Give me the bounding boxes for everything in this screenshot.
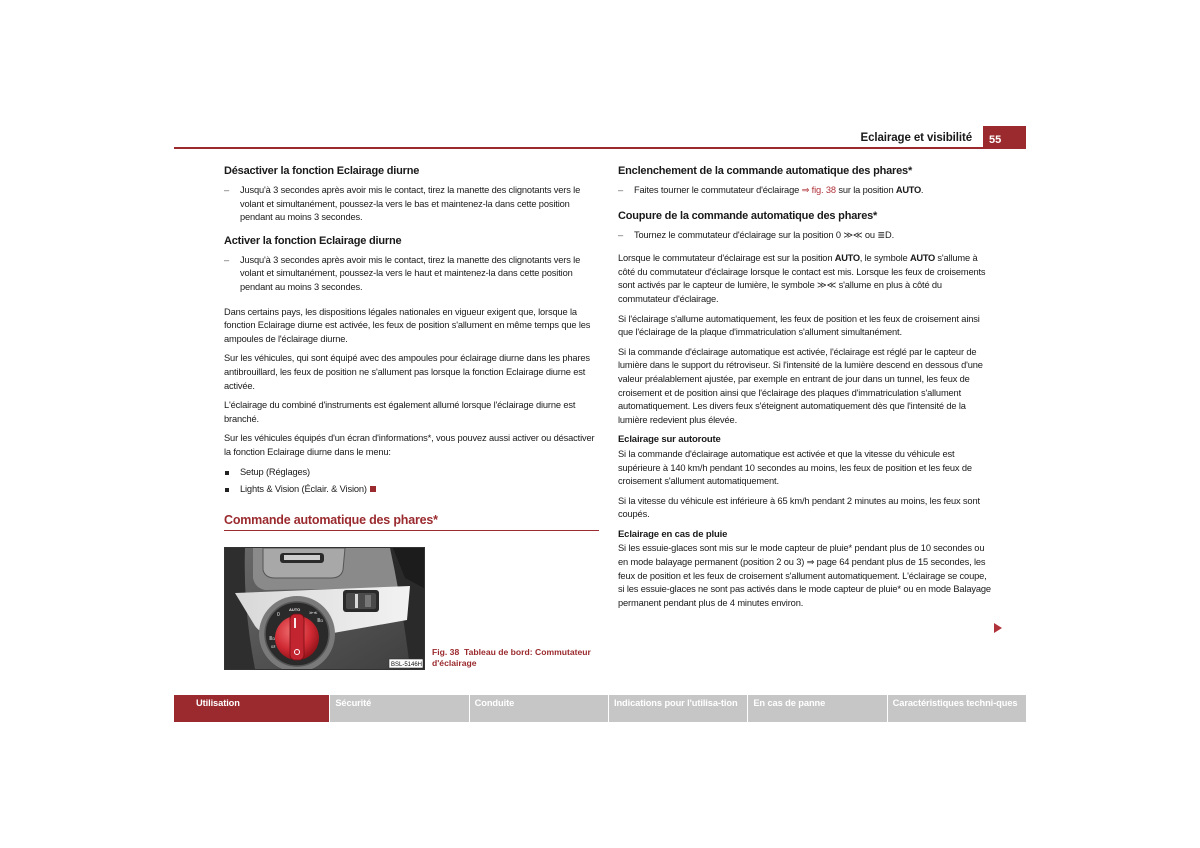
section-end-icon [370, 486, 376, 492]
step-dash: – [224, 185, 230, 195]
dashboard-light-switch-illustration [225, 548, 424, 669]
cutoff-step: – Tournez le commutateur d'éclairage sur la position 0 ≫≪ ou ≣D. [618, 229, 993, 243]
figure-code: BSL-5146H [391, 662, 423, 668]
tab-conduite[interactable]: Conduite [470, 695, 608, 722]
right-column [618, 164, 993, 616]
bullet-square-icon [224, 483, 240, 497]
engage-step: – Faites tourner le commutateur d'éclairage ⇒ fig. 38 sur la position AUTO. [618, 184, 993, 198]
left-column [224, 164, 599, 501]
auto-symbol: AUTO [834, 253, 860, 264]
auto-symbol: AUTO [910, 253, 935, 264]
tab-securite[interactable]: Sécurité [330, 695, 468, 722]
deactivate-heading: Désactiver la fonction Eclairage diurne [224, 165, 420, 177]
svg-text:0≢: 0≢ [271, 644, 278, 649]
chapter-title: Eclairage et visibilité [860, 132, 972, 144]
page-number: 55 [983, 126, 1026, 149]
activate-heading: Activer la fonction Eclairage diurne [224, 234, 402, 247]
paragraph: Si les essuie-glaces sont mis sur le mode capteur de pluie* pendant plus de 10 secondes ou en mode balayage permanent (position 2 ou 3) ⇒ page 64 pendant plus de 15 secondes, les feux de position et les feux de croisement s'allument automatiquement. L'éclairage se coupe, si les essuie-glaces ne sont pas activés dans le mode capteur de pluie* ou en mode Balayage permanent pendant plus de 4 minutes environ. [618, 543, 991, 608]
figure-light-switch [224, 547, 425, 670]
engage-heading: Enclenchement de la commande automatique des phares* [618, 165, 913, 177]
paragraph: Si la commande d'éclairage automatique est activée et que la vitesse du véhicule est supérieure à 140 km/h pendant 10 secondes au moins, les feux de position et les feux de croisement s'allument automatiquement. [618, 448, 972, 487]
deactivate-step: – Jusqu'à 3 secondes après avoir mis le contact, tirez la manette des clignotants vers le volant et simultanément, poussez-la vers le bas et maintenez-la dans cette position pendant au moins 3 secondes. [224, 184, 599, 225]
tab-indications[interactable]: Indications pour l'utilisa-tion [609, 695, 747, 722]
paragraph: Si la vitesse du véhicule est inférieure à 65 km/h pendant 2 minutes au moins, les feux sont coupés. [618, 495, 980, 520]
figure-38-link[interactable]: ⇒ fig. 38 [801, 185, 836, 195]
svg-text:AUTO: AUTO [289, 607, 301, 612]
cutoff-heading: Coupure de la commande automatique des phares* [618, 209, 878, 222]
paragraph-auto-symbol: Lorsque le commutateur d'éclairage est sur la position AUTO, le symbole AUTO s'allume à côté du commutateur d'éclairage lorsque le contact est mis. Lorsque les feux de croisements sont activés par le capteur de lumière, le symbole ≫≪ s'allume en plus à côté du commutateur d'éclairage. [618, 253, 986, 304]
paragraph: L'éclairage du combiné d'instruments est également allumé lorsque l'éclairage diurne est branché. [224, 400, 576, 424]
section-title: Commande automatique des phares* [224, 513, 599, 531]
paragraph: Dans certains pays, les dispositions légales nationales en vigueur exigent que, lorsque la fonction Eclairage diurne est activée, les feux de position s'allument en même temps que les ampoules de l'éclairage diurne. [224, 306, 591, 344]
header-rule [174, 147, 984, 149]
continue-arrow-icon [994, 623, 1002, 633]
bullet-square-icon [224, 466, 240, 480]
step-dash: – [224, 254, 230, 265]
svg-text:≫≪: ≫≪ [309, 610, 318, 615]
tab-caracteristiques[interactable]: Caractéristiques techni-ques [888, 695, 1026, 722]
tab-utilisation[interactable]: Utilisation [174, 695, 329, 722]
figure-caption: Fig. 38 Tableau de bord: Commutateur d'éclairage [432, 647, 591, 668]
chapter-nav [174, 695, 1026, 722]
paragraph: Si l'éclairage s'allume automatiquement, les feux de position et les feux de croisement ainsi que l'éclairage de la plaque d'immatriculation s'allument simultanément. [618, 313, 980, 338]
svg-text:≣D: ≣D [317, 618, 324, 623]
motorway-heading: Eclairage sur autoroute [618, 434, 721, 446]
rain-heading: Eclairage en cas de pluie [618, 528, 728, 540]
svg-text:≣D: ≣D [269, 636, 276, 641]
tab-en-cas-de-panne[interactable]: En cas de panne [748, 695, 886, 722]
menu-item-setup: Setup (Réglages) [224, 466, 599, 480]
auto-symbol: AUTO [895, 185, 921, 195]
paragraph: Sur les véhicules équipés d'un écran d'informations*, vous pouvez aussi activer ou désactiver la fonction Eclairage diurne dans le menu: [224, 433, 595, 457]
step-dash: – [618, 185, 624, 195]
menu-item-lights-vision: Lights & Vision (Éclair. & Vision) [224, 483, 599, 497]
paragraph: Sur les véhicules, qui sont équipé avec des ampoules pour éclairage diurne dans les phares antibrouillard, les feux de position ne s'allument pas lorsque la fonction Eclairage diurne est activée. [224, 353, 590, 391]
svg-text:0: 0 [277, 612, 280, 618]
activate-step: – Jusqu'à 3 secondes après avoir mis le contact, tirez la manette des clignotants vers le volant et simultanément, poussez-la vers le haut et maintenez-la dans cette position pendant au moins 3 secondes. [224, 254, 599, 295]
step-dash: – [618, 229, 624, 240]
paragraph: Si la commande d'éclairage automatique est activée, l'éclairage est réglé par le capteur de lumière dans le support du rétroviseur. Si l'intensité de la lumière descend en dessous d'une valeur préalablement ajustée, par exemple en entrant de jour dans un tunnel, les feux de croisement et de position ainsi que l'éclairage des plaques d'immatriculation s'allument automatiquement. Les divers feux s'éteignent automatiquement dès que l'intensité de la lumière redevient plus élevée. [618, 346, 983, 425]
